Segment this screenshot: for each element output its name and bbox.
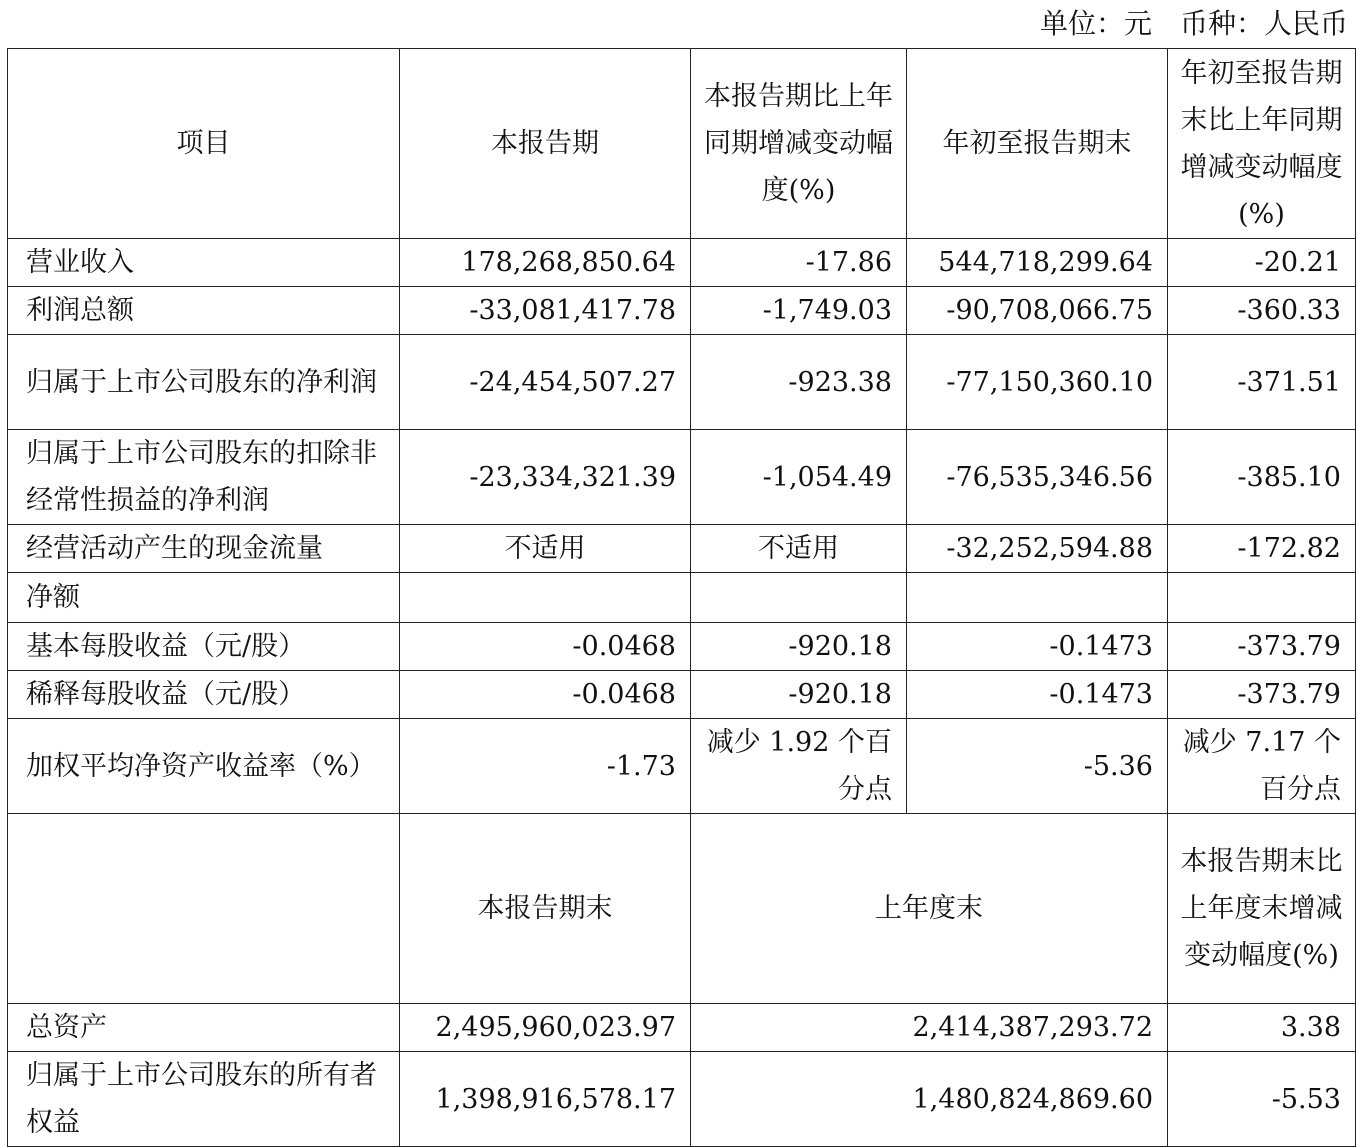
cell-ytd-change: 减少 7.17 个百分点 xyxy=(1168,719,1356,814)
cell-current xyxy=(400,573,691,623)
header-current-change: 本报告期比上年同期增减变动幅度(%) xyxy=(691,49,907,239)
cell-ytd-change xyxy=(1168,573,1356,623)
cell-ytd: -32,252,594.88 xyxy=(907,525,1168,573)
header-item: 项目 xyxy=(8,49,400,239)
header-current-period: 本报告期 xyxy=(400,49,691,239)
header-period-end: 本报告期末 xyxy=(400,814,691,1004)
header-period-end-change: 本报告期末比上年度末增减变动幅度(%) xyxy=(1168,814,1356,1004)
cell-current-change: -1,749.03 xyxy=(691,287,907,335)
table-header-row xyxy=(8,49,1356,239)
unit-currency-note: 单位：元 币种：人民币 xyxy=(1039,7,1348,40)
table-row xyxy=(8,335,1356,430)
cell-ytd: -0.1473 xyxy=(907,671,1168,719)
cell-current: 不适用 xyxy=(400,525,691,573)
row-item-label: 经营活动产生的现金流量 xyxy=(8,525,400,573)
header-ytd: 年初至报告期末 xyxy=(907,49,1168,239)
table-row xyxy=(8,573,1356,623)
cell-change: -5.53 xyxy=(1168,1052,1356,1147)
cell-current: -0.0468 xyxy=(400,671,691,719)
cell-period-end: 2,495,960,023.97 xyxy=(400,1004,691,1052)
table-row xyxy=(8,719,1356,814)
cell-current-change xyxy=(691,573,907,623)
row-item-label: 利润总额 xyxy=(8,287,400,335)
cell-current: 178,268,850.64 xyxy=(400,239,691,287)
table-row xyxy=(8,239,1356,287)
table-row xyxy=(8,1004,1356,1052)
cell-ytd xyxy=(907,573,1168,623)
table-row xyxy=(8,1052,1356,1147)
cell-ytd-change: -373.79 xyxy=(1168,671,1356,719)
cell-ytd: -90,708,066.75 xyxy=(907,287,1168,335)
row-item-label: 基本每股收益（元/股） xyxy=(8,623,400,671)
cell-current: -24,454,507.27 xyxy=(400,335,691,430)
financial-data-table xyxy=(7,48,1356,1147)
cell-last-year-end: 1,480,824,869.60 xyxy=(691,1052,1168,1147)
cell-current: -23,334,321.39 xyxy=(400,430,691,525)
cell-ytd: -5.36 xyxy=(907,719,1168,814)
cell-change: 3.38 xyxy=(1168,1004,1356,1052)
header2-empty xyxy=(8,814,400,1004)
row-item-label: 净额 xyxy=(8,573,400,623)
cell-current-change: 不适用 xyxy=(691,525,907,573)
cell-current: -1.73 xyxy=(400,719,691,814)
cell-current-change: -923.38 xyxy=(691,335,907,430)
cell-current-change: -17.86 xyxy=(691,239,907,287)
cell-current-change: -920.18 xyxy=(691,623,907,671)
header-last-year-end: 上年度末 xyxy=(691,814,1168,1004)
cell-current-change: 减少 1.92 个百分点 xyxy=(691,719,907,814)
row-item-label: 稀释每股收益（元/股） xyxy=(8,671,400,719)
cell-ytd: -77,150,360.10 xyxy=(907,335,1168,430)
cell-ytd: 544,718,299.64 xyxy=(907,239,1168,287)
row-item-label: 加权平均净资产收益率（%） xyxy=(8,719,400,814)
cell-period-end: 1,398,916,578.17 xyxy=(400,1052,691,1147)
row-item-label: 归属于上市公司股东的净利润 xyxy=(8,335,400,430)
cell-ytd-change: -360.33 xyxy=(1168,287,1356,335)
table-row xyxy=(8,430,1356,525)
table-row xyxy=(8,525,1356,573)
cell-current-change: -920.18 xyxy=(691,671,907,719)
table-row xyxy=(8,671,1356,719)
row-item-label: 归属于上市公司股东的扣除非经常性损益的净利润 xyxy=(8,430,400,525)
cell-current: -33,081,417.78 xyxy=(400,287,691,335)
cell-ytd-change: -172.82 xyxy=(1168,525,1356,573)
cell-ytd-change: -371.51 xyxy=(1168,335,1356,430)
row-item-label: 总资产 xyxy=(8,1004,400,1052)
header-ytd-change: 年初至报告期末比上年同期增减变动幅度(%) xyxy=(1168,49,1356,239)
cell-ytd: -0.1473 xyxy=(907,623,1168,671)
table-row xyxy=(8,287,1356,335)
cell-last-year-end: 2,414,387,293.72 xyxy=(691,1004,1168,1052)
row-item-label: 归属于上市公司股东的所有者权益 xyxy=(8,1052,400,1147)
cell-ytd-change: -20.21 xyxy=(1168,239,1356,287)
cell-ytd-change: -373.79 xyxy=(1168,623,1356,671)
table-row xyxy=(8,623,1356,671)
cell-ytd: -76,535,346.56 xyxy=(907,430,1168,525)
cell-current: -0.0468 xyxy=(400,623,691,671)
cell-current-change: -1,054.49 xyxy=(691,430,907,525)
cell-ytd-change: -385.10 xyxy=(1168,430,1356,525)
row-item-label: 营业收入 xyxy=(8,239,400,287)
table-header-row-2 xyxy=(8,814,1356,1004)
